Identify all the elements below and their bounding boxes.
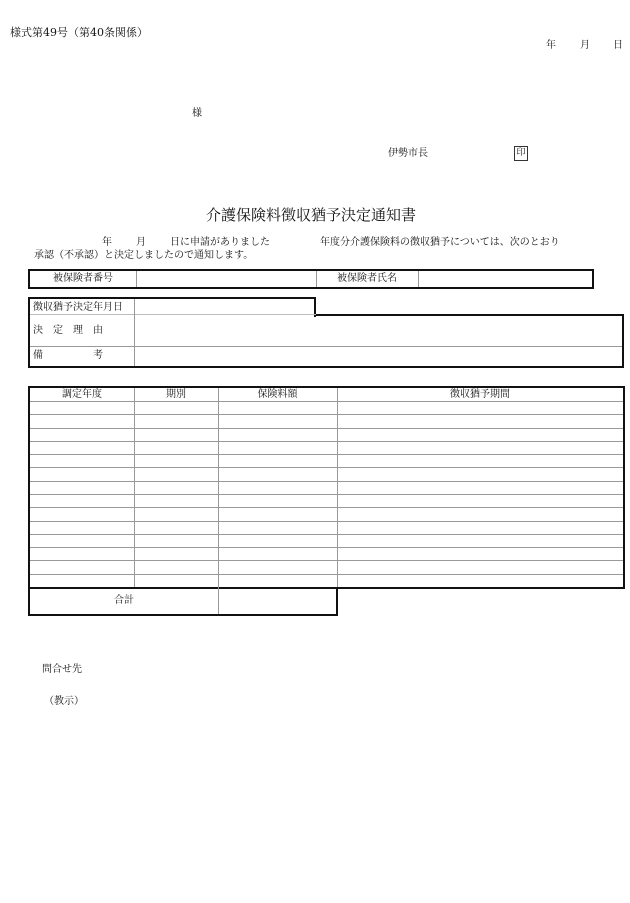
- seal-mark: 印: [514, 146, 528, 161]
- insured-number-label: 被保険者番号: [53, 273, 113, 284]
- total-row: [28, 587, 338, 616]
- addressee-suffix: 様: [192, 108, 202, 119]
- table-row: [30, 428, 623, 429]
- form-number: 様式第49号（第40条関係）: [10, 26, 148, 39]
- decision-details: [28, 314, 624, 368]
- table-row: [30, 521, 623, 522]
- header-assessment-year: 調定年度: [62, 389, 102, 400]
- header-premium-amount: 保険料額: [257, 389, 298, 400]
- remarks-label: 備 考: [33, 350, 103, 361]
- issuer: 伊勢市長: [388, 148, 428, 159]
- body-month: 月: [136, 237, 146, 248]
- date-day: 日: [613, 40, 623, 51]
- fee-table: [28, 386, 625, 589]
- date-year: 年: [546, 40, 556, 51]
- header-period: 期別: [166, 389, 186, 400]
- header-deferral-period: 徴収猶予期間: [450, 389, 510, 400]
- body-text-1: 日に申請がありました: [170, 237, 270, 248]
- decision-date-label: 徴収猶予決定年月日: [33, 302, 123, 313]
- table-row: [30, 534, 623, 535]
- table-row: [30, 494, 623, 495]
- body-year: 年: [102, 237, 112, 248]
- insured-name-label: 被保険者氏名: [337, 273, 397, 284]
- table-row: [30, 441, 623, 442]
- table-row: [30, 454, 623, 455]
- table-row: [30, 414, 623, 415]
- table-row: [30, 467, 623, 468]
- table-row: [30, 481, 623, 482]
- body-text-2: 年度分介護保険料の徴収猶予については、次のとおり: [320, 237, 560, 248]
- document-title: 介護保険料徴収猶予決定通知書: [206, 206, 417, 224]
- table-row: [30, 507, 623, 508]
- table-row: [30, 401, 623, 402]
- insured-table: [28, 269, 594, 289]
- date-month: 月: [580, 40, 590, 51]
- table-row: [30, 574, 623, 575]
- contact-label: 問合せ先: [42, 664, 82, 675]
- total-label: 合計: [114, 595, 134, 606]
- instruction-label: （教示）: [44, 696, 84, 707]
- body-text-3: 承認（不承認）と決定しましたので通知します。: [34, 250, 254, 261]
- decision-reason-label: 決 定 理 由: [33, 325, 103, 336]
- table-row: [30, 547, 623, 548]
- table-row: [30, 560, 623, 561]
